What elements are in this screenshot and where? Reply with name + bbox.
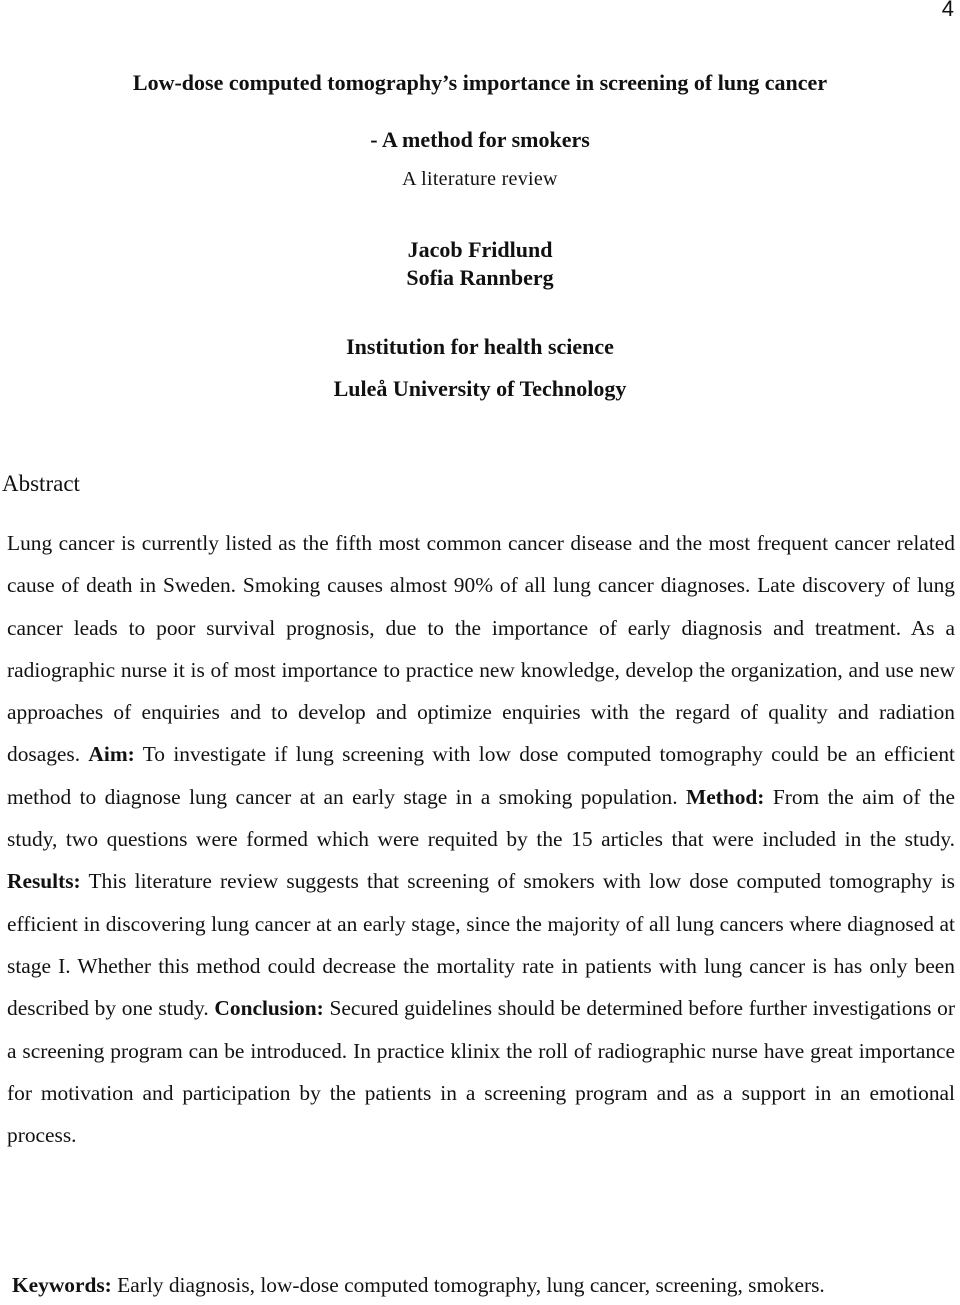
aim-label: Aim: <box>88 742 135 767</box>
results-label: Results: <box>7 869 81 894</box>
keywords-text: Early diagnosis, low-dose computed tomography, lung cancer, screening, smokers. <box>111 1273 825 1297</box>
method-text: From the aim of the study, two questions were formed which were requited by the 15 articles that were included in the study. <box>7 784 955 852</box>
conclusion-text: Secured guidelines should be determined before further investigations or a screening program can be introduced. In practice klinix the roll of radiographic nurse have great importance for motivation and participation by the patients in a screening program and as a support in an emotional process. <box>7 996 955 1148</box>
author-name: Jacob Fridlund <box>407 237 553 262</box>
paper-subtitle: - A method for smokers <box>370 127 590 152</box>
university-name: Luleå University of Technology <box>333 376 627 401</box>
page-number: 4 <box>941 0 954 21</box>
results-text: This literature review suggests that screening of smokers with low dose computed tomography is efficient in discovering lung cancer at an early stage, since the majority of all lung cancers where diagnosed at stage I. Whether this method could decrease the mortality rate in patients with lung cancer is has only been described by one study. <box>7 869 955 1021</box>
abstract-body <box>7 522 955 1156</box>
document-type: A literature review <box>402 168 558 190</box>
method-label: Method: <box>686 784 765 809</box>
conclusion-label: Conclusion: <box>214 996 324 1021</box>
author-name: Sofia Rannberg <box>406 265 554 290</box>
abstract-heading: Abstract <box>2 471 80 496</box>
keywords-line <box>12 1273 825 1298</box>
abstract-intro: Lung cancer is currently listed as the fifth most common cancer disease and the most frequent cancer related cause of death in Sweden. Smoking causes almost 90% of all lung cancer diagnoses. Late discovery of lung cancer leads to poor survival prognosis, due to the importance of early diagnosis and treatment. As a radiographic nurse it is of most importance to practice new knowledge, develop the organization, and use new approaches of enquiries and to develop and optimize enquiries with the regard of quality and radiation dosages. <box>7 531 955 767</box>
aim-text: To investigate if lung screening with low dose computed tomography could be an efficient method to diagnose lung cancer at an early stage in a smoking population. <box>7 742 955 809</box>
paper-title: Low-dose computed tomography’s importance in screening of lung cancer <box>132 70 828 95</box>
keywords-label: Keywords: <box>12 1273 112 1297</box>
institution-name: Institution for health science <box>346 334 614 359</box>
